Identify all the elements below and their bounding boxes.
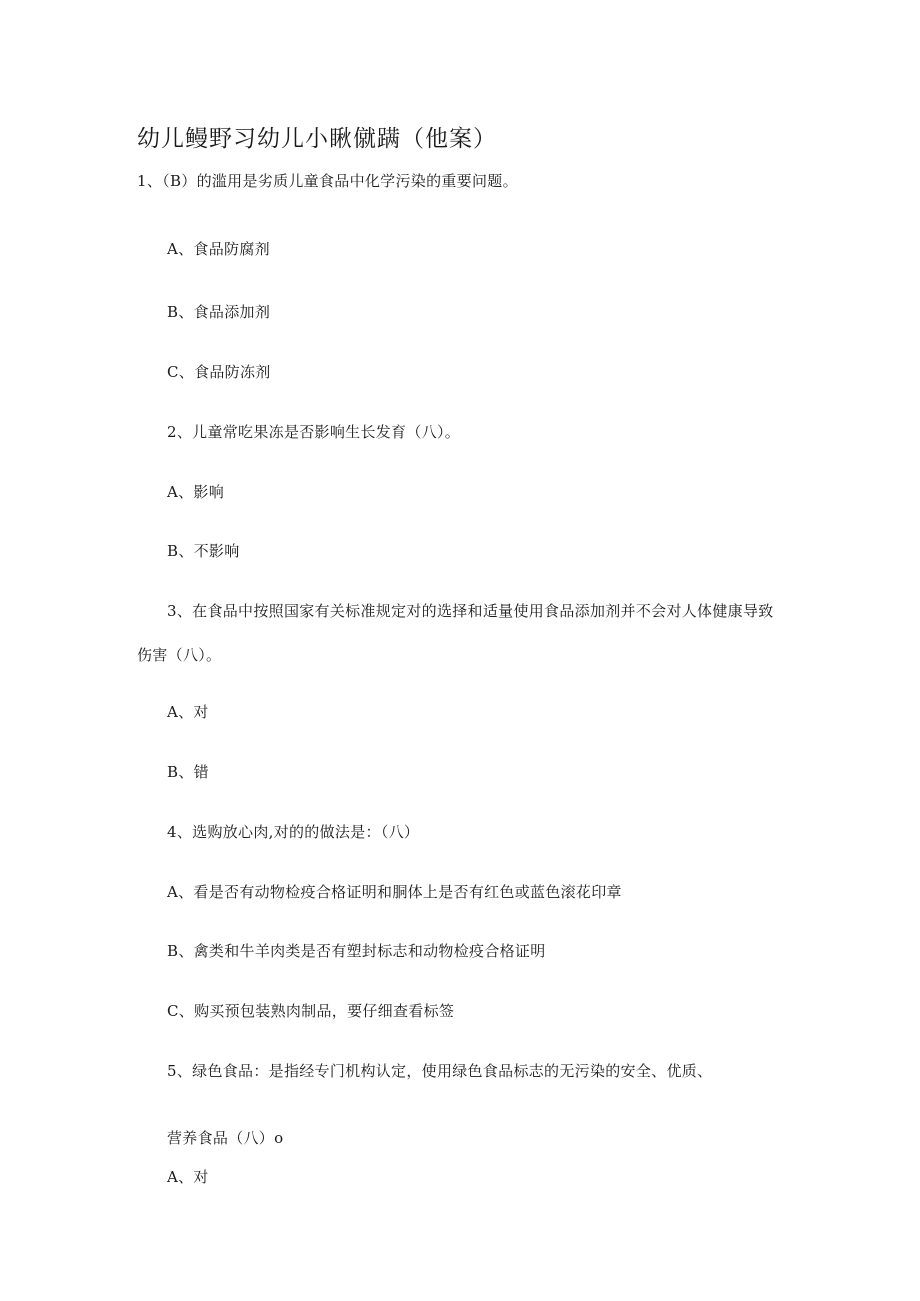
question-1-option-b: B、食品添加剂: [167, 303, 271, 321]
question-3-option-a: A、对: [167, 703, 209, 721]
question-2-option-a: A、影响: [167, 483, 225, 501]
question-5-option-a: A、对: [167, 1168, 209, 1186]
question-4-stem: 4、选购放心肉,对的的做法是：（八）: [167, 823, 420, 841]
question-2-option-b: B、不影响: [167, 542, 240, 560]
document-title: 幼儿鳗野习幼儿小瞅僦蹒（他案）: [137, 126, 497, 152]
question-1-option-c: C、食品防冻剂: [167, 363, 271, 381]
question-3-option-b: B、错: [167, 763, 209, 781]
question-1-stem: 1、（B）的滥用是劣质儿童食品中化学污染的重要问题。: [137, 172, 518, 190]
question-4-option-a: A、看是否有动物检疫合格证明和胴体上是否有红色或蓝色滚花印章: [167, 883, 622, 901]
question-4-option-b: B、禽类和牛羊肉类是否有塑封标志和动物检疫合格证明: [167, 942, 546, 960]
question-1-option-a: A、食品防腐剂: [167, 240, 270, 258]
question-4-option-c: C、购买预包装熟肉制品，要仔细查看标签: [167, 1002, 455, 1020]
question-5-stem-line-1: 5、绿色食品：是指经专门机构认定，使用绿色食品标志的无污染的安全、优质、: [167, 1062, 713, 1080]
question-3-stem-line-1: 3、在食品中按照国家有关标准规定对的选择和适量使用食品添加剂并不会对人体健康导致: [167, 602, 774, 620]
question-5-stem-line-2: 营养食品（八）o: [167, 1129, 284, 1147]
question-2-stem: 2、儿童常吃果冻是否影响生长发育（八）。: [167, 423, 461, 441]
question-3-stem-line-2: 伤害（八）。: [137, 646, 222, 664]
